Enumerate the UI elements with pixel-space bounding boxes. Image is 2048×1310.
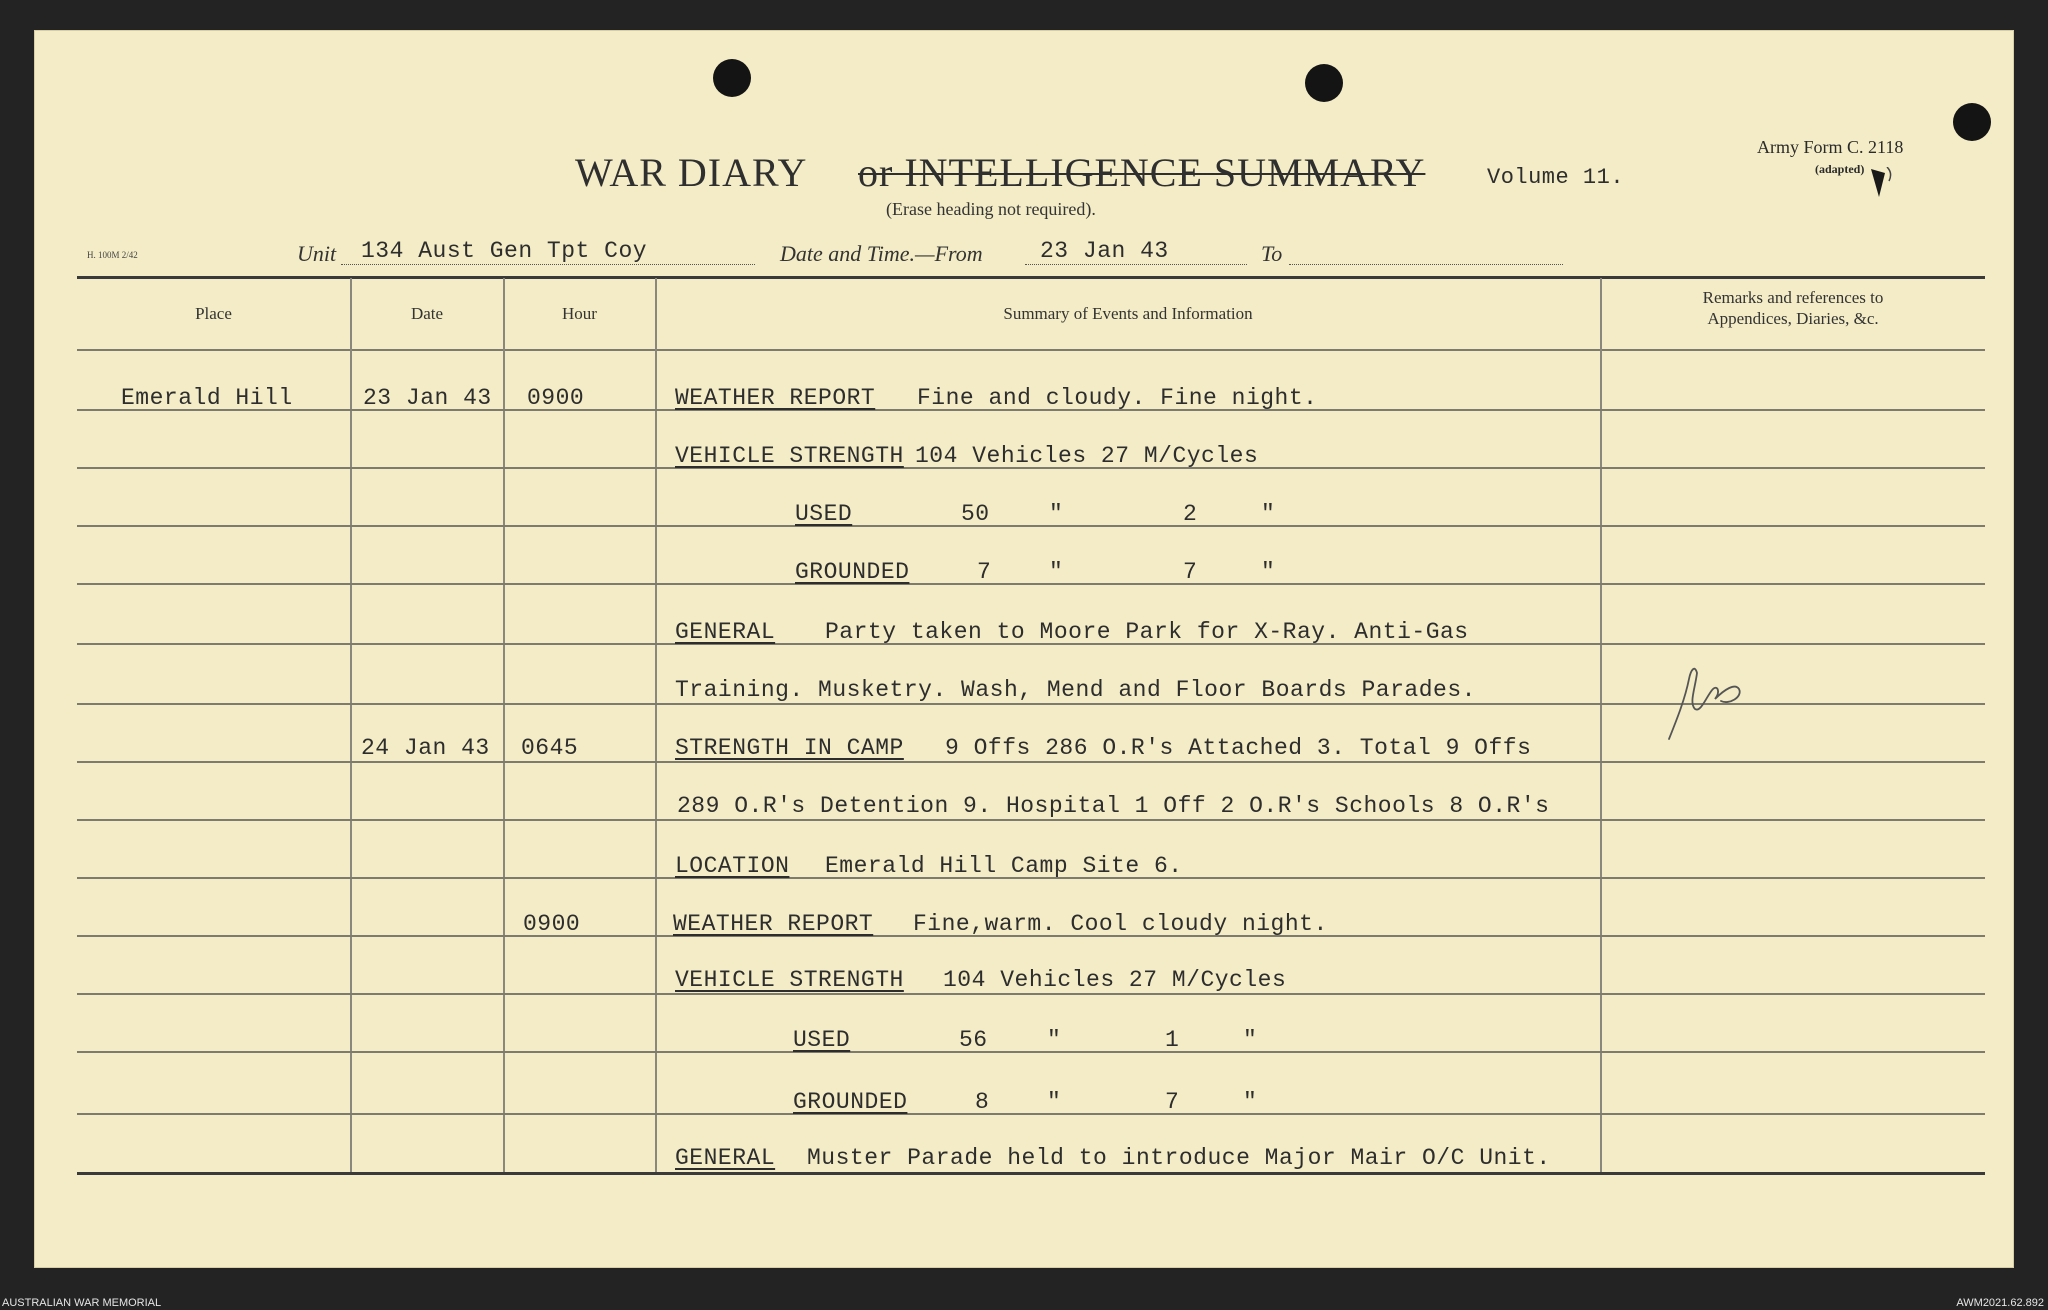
row-4-c3: 7: [1183, 559, 1198, 585]
row-12-c2: ": [1047, 1027, 1062, 1053]
row-12-c4: ": [1243, 1027, 1258, 1053]
footer-left: AUSTRALIAN WAR MEMORIAL: [2, 1297, 162, 1309]
army-form-number: Army Form C. 2118: [1757, 137, 1904, 157]
col-divider-4: [1600, 278, 1602, 1172]
erase-note: (Erase heading not required).: [886, 199, 1096, 219]
col-header-summary: Summary of Events and Information: [1003, 304, 1253, 323]
row-8-text: 289 O.R's Detention 9. Hospital 1 Off 2 O.R's Schools 8 O.R's: [677, 793, 1550, 819]
row-4-c1: 7: [977, 559, 992, 585]
row-11-heading: VEHICLE STRENGTH: [675, 967, 904, 993]
row-13-c1: 8: [975, 1089, 990, 1115]
row-13-c4: ": [1243, 1089, 1258, 1115]
unit-dotline: [341, 264, 755, 265]
unit-label: Unit: [297, 241, 337, 266]
row-rule: [77, 993, 1985, 995]
row-7-hour: 0645: [521, 735, 579, 761]
row-rule: [77, 1113, 1985, 1115]
row-5-text: Party taken to Moore Park for X-Ray. Anti-Gas: [825, 619, 1469, 645]
row-2-heading: VEHICLE STRENGTH: [675, 443, 904, 469]
row-7-date: 24 Jan 43: [361, 735, 490, 761]
col-divider-1: [350, 278, 352, 1172]
ink-mark-icon: [1865, 167, 1895, 212]
row-10-text: Fine,warm. Cool cloudy night.: [913, 911, 1328, 937]
from-dotline: [1025, 264, 1247, 265]
row-5-heading: GENERAL: [675, 619, 776, 645]
adapted-note: (adapted): [1815, 162, 1865, 176]
row-rule: [77, 525, 1985, 527]
col-header-date: Date: [410, 304, 444, 323]
col-header-remarks-2: Appendices, Diaries, &c.: [1707, 309, 1879, 328]
row-9-heading: LOCATION: [675, 853, 790, 879]
footer-right: AWM2021.62.892: [1956, 1297, 2044, 1309]
page-title: WAR DIARY: [575, 150, 808, 195]
row-13-c3: 7: [1165, 1089, 1180, 1115]
row-10-hour: 0900: [523, 911, 581, 937]
row-12-c3: 1: [1165, 1027, 1180, 1053]
from-date-value: 23 Jan 43: [1040, 238, 1169, 264]
punch-hole-3: [1953, 103, 1991, 141]
table-top-rule: [77, 276, 1985, 279]
to-label: To: [1261, 241, 1283, 266]
col-header-place: Place: [195, 304, 232, 323]
row-12-heading: USED: [793, 1027, 851, 1053]
row-10-heading: WEATHER REPORT: [673, 911, 874, 937]
unit-value: 134 Aust Gen Tpt Coy: [361, 238, 648, 264]
col-header-remarks-1: Remarks and references to: [1702, 288, 1884, 307]
row-7-heading: STRENGTH IN CAMP: [675, 735, 904, 761]
row-1-text: Fine and cloudy. Fine night.: [917, 385, 1318, 411]
row-13-heading: GROUNDED: [793, 1089, 908, 1115]
row-rule: [77, 583, 1985, 585]
table-bottom-rule: [77, 1172, 1985, 1175]
volume-number: Volume 11.: [1487, 165, 1625, 190]
struck-title: or INTELLIGENCE SUMMARY: [858, 150, 1426, 195]
col-header-hour: Hour: [562, 304, 597, 323]
punch-hole-2: [1305, 64, 1343, 102]
row-14-heading: GENERAL: [675, 1145, 776, 1171]
row-11-text: 104 Vehicles 27 M/Cycles: [943, 967, 1287, 993]
date-time-label: Date and Time.—From: [780, 241, 983, 266]
row-3-c3: 2: [1183, 501, 1198, 527]
header-divider: [77, 349, 1985, 351]
row-rule: [77, 819, 1985, 821]
row-7-text: 9 Offs 286 O.R's Attached 3. Total 9 Offs: [945, 735, 1532, 761]
row-4-heading: GROUNDED: [795, 559, 910, 585]
to-dotline: [1289, 264, 1563, 265]
row-1-date: 23 Jan 43: [363, 385, 492, 411]
row-3-heading: USED: [795, 501, 853, 527]
diary-page: [34, 30, 2014, 1268]
row-13-c2: ": [1047, 1089, 1062, 1115]
row-2-text: 104 Vehicles 27 M/Cycles: [915, 443, 1259, 469]
col-divider-3: [655, 278, 657, 1172]
row-rule: [77, 1051, 1985, 1053]
row-3-c2: ": [1049, 501, 1064, 527]
row-1-heading: WEATHER REPORT: [675, 385, 876, 411]
row-1-place: Emerald Hill: [121, 385, 293, 411]
row-4-c2: ": [1049, 559, 1064, 585]
col-divider-2: [503, 278, 505, 1172]
row-9-text: Emerald Hill Camp Site 6.: [825, 853, 1183, 879]
row-6-text: Training. Musketry. Wash, Mend and Floor Boards Parades.: [675, 677, 1476, 703]
handwritten-initials-icon: [1655, 659, 1755, 748]
punch-hole-1: [713, 59, 751, 97]
form-code: H. 100M 2/42: [87, 250, 138, 260]
row-3-c4: ": [1261, 501, 1276, 527]
row-14-text: Muster Parade held to introduce Major Mair O/C Unit.: [807, 1145, 1551, 1171]
row-3-c1: 50: [961, 501, 990, 527]
row-12-c1: 56: [959, 1027, 988, 1053]
row-rule: [77, 761, 1985, 763]
row-4-c4: ": [1261, 559, 1276, 585]
row-1-hour: 0900: [527, 385, 585, 411]
